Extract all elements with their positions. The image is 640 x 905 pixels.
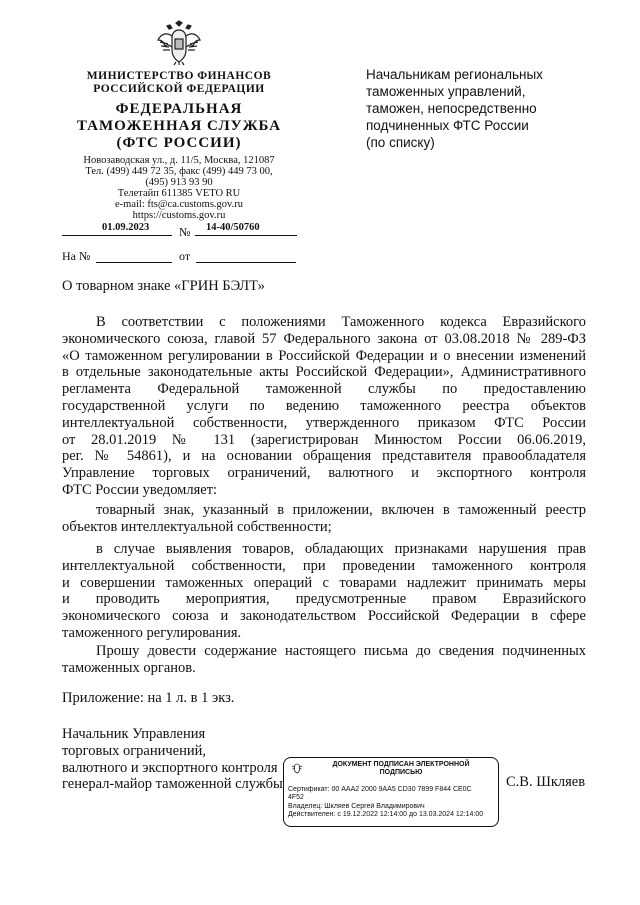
- address-line3: (495) 913 93 90: [145, 177, 213, 188]
- stamp-validity: Действителен: с 19.12.2022 12:14:00 до 13.03.2024 12:14:00: [288, 811, 484, 819]
- registration-number: 14-40/50760: [206, 222, 260, 233]
- paragraph-line: интеллектуальной собственности, утвержденного приказом ФТС России: [62, 414, 586, 431]
- paragraph-line: интеллектуальной собственности, при проведении таможенного контроля: [62, 557, 586, 574]
- address-line2: Тел. (499) 449 72 35, факс (499) 449 73 00,: [85, 166, 273, 177]
- paragraph-line: и совершении таможенных операций с товарами надлежит принимать меры: [62, 574, 586, 591]
- stamp-heading: [306, 761, 496, 777]
- addressee-block: [366, 66, 616, 151]
- registration-date-line: [62, 235, 172, 236]
- stamp-certificate-line2: 4F52: [288, 794, 304, 802]
- addressee-line3: таможен, непосредственно: [366, 101, 537, 116]
- service-name-line3: (ФТС РОССИИ): [116, 135, 242, 151]
- eagle-emblem-icon: [156, 20, 202, 66]
- address-line6: https://customs.gov.ru: [132, 210, 226, 221]
- paragraph-line: ФТС России уведомляет:: [62, 481, 218, 498]
- eagle-emblem-icon: [291, 762, 303, 774]
- paragraph-3: [62, 541, 586, 642]
- signatory-title-line: генерал-майор таможенной службы: [62, 776, 283, 793]
- addressee-line5: (по списку): [366, 135, 435, 150]
- address-line5: e-mail: fts@ca.customs.gov.ru: [115, 199, 243, 210]
- stamp-certificate-line1: Сертификат: 00 AAA2 2000 9AA5 CD30 7899 F844 CE0C: [288, 786, 472, 793]
- paragraph-line: экономического союза и законодательством Российской Федерации в сфере: [62, 608, 586, 625]
- letter-subject: О товарном знаке «ГРИН БЭЛТ»: [62, 278, 265, 294]
- paragraph-line: Управление торговых ограничений, валютного и экспортного контроля: [62, 465, 586, 482]
- stamp-owner: Владелец: Шкляев Сергей Владимирович: [288, 802, 425, 810]
- attachment-note: Приложение: на 1 л. в 1 экз.: [62, 690, 235, 706]
- paragraph-line: регламента Федеральной таможенной службы по предоставлению: [62, 381, 586, 398]
- registration-number-line: [195, 235, 297, 236]
- paragraph-4: [62, 643, 586, 677]
- stamp-heading-line1: ДОКУМЕНТ ПОДПИСАН ЭЛЕКТРОННОЙ: [332, 761, 470, 768]
- reference-from-label: от: [179, 249, 191, 263]
- signatory-title: [62, 726, 292, 793]
- paragraph-line: таможенных органов.: [62, 659, 196, 676]
- paragraph-line: «О таможенном регулировании в Российской Федерации и о внесении изменений: [62, 347, 586, 364]
- addressee-line2: таможенных управлений,: [366, 84, 526, 99]
- paragraph-line: рег. № 54861), и на основании обращения представителя правообладателя: [62, 448, 586, 465]
- address-line1: Новозаводская ул., д. 11/5, Москва, 121087: [83, 155, 275, 166]
- paragraph-line: Прошу довести содержание настоящего письма до сведения подчиненных: [96, 643, 586, 659]
- ministry-name-line1: МИНИСТЕРСТВО ФИНАНСОВ: [86, 70, 272, 82]
- service-name-line1: ФЕДЕРАЛЬНАЯ: [115, 101, 243, 117]
- paragraph-line: в случае выявления товаров, обладающих признаками нарушения прав: [96, 541, 586, 557]
- registration-date: 01.09.2023: [102, 222, 150, 233]
- signatory-title-line: валютного и экспортного контроля: [62, 759, 278, 776]
- paragraph-line: объектов интеллектуальной собственности;: [62, 518, 332, 535]
- paragraph-2: [62, 502, 586, 536]
- addressee-line4: подчиненных ФТС России: [366, 118, 529, 133]
- paragraph-line: В соответствии с положениями Таможенного кодекса Евразийского: [96, 314, 586, 330]
- service-name-line2: ТАМОЖЕННАЯ СЛУЖБА: [76, 118, 282, 134]
- paragraph-line: товарный знак, указанный в приложении, включен в таможенный реестр: [96, 502, 586, 518]
- electronic-signature-stamp: [283, 757, 499, 827]
- reference-number-label: На №: [62, 249, 91, 263]
- paragraph-1: [62, 314, 586, 499]
- signatory-title-line: торговых ограничений,: [62, 742, 206, 759]
- paragraph-line: от 28.01.2019 № 131 (зарегистрирован Минюстом России 06.06.2019,: [62, 431, 586, 448]
- signer-name: С.В. Шкляев: [506, 774, 586, 790]
- stamp-details: [288, 786, 498, 820]
- stamp-heading-line2: ПОДПИСЬЮ: [379, 769, 423, 776]
- paragraph-line: и проводить мероприятия, предусмотренные правом Евразийского: [62, 591, 586, 608]
- paragraph-line: государственной услуги по ведению таможенного реестра объектов: [62, 397, 586, 414]
- addressee-line1: Начальникам региональных: [366, 67, 543, 82]
- registration-number-sign: №: [179, 225, 191, 239]
- reference-from-line: [196, 262, 296, 263]
- reference-number-line: [96, 262, 172, 263]
- address-line4: Телетайп 611385 VETO RU: [117, 188, 241, 199]
- paragraph-line: экономического союза, главой 57 Федерального закона от 03.08.2018 № 289-ФЗ: [62, 330, 586, 347]
- paragraph-line: таможенного регулирования.: [62, 624, 242, 641]
- signatory-title-line: Начальник Управления: [62, 726, 206, 742]
- ministry-name-line2: РОССИЙСКОЙ ФЕДЕРАЦИИ: [93, 83, 265, 95]
- paragraph-line: в отдельные законодательные акты Российской Федерации», Административного: [62, 364, 586, 381]
